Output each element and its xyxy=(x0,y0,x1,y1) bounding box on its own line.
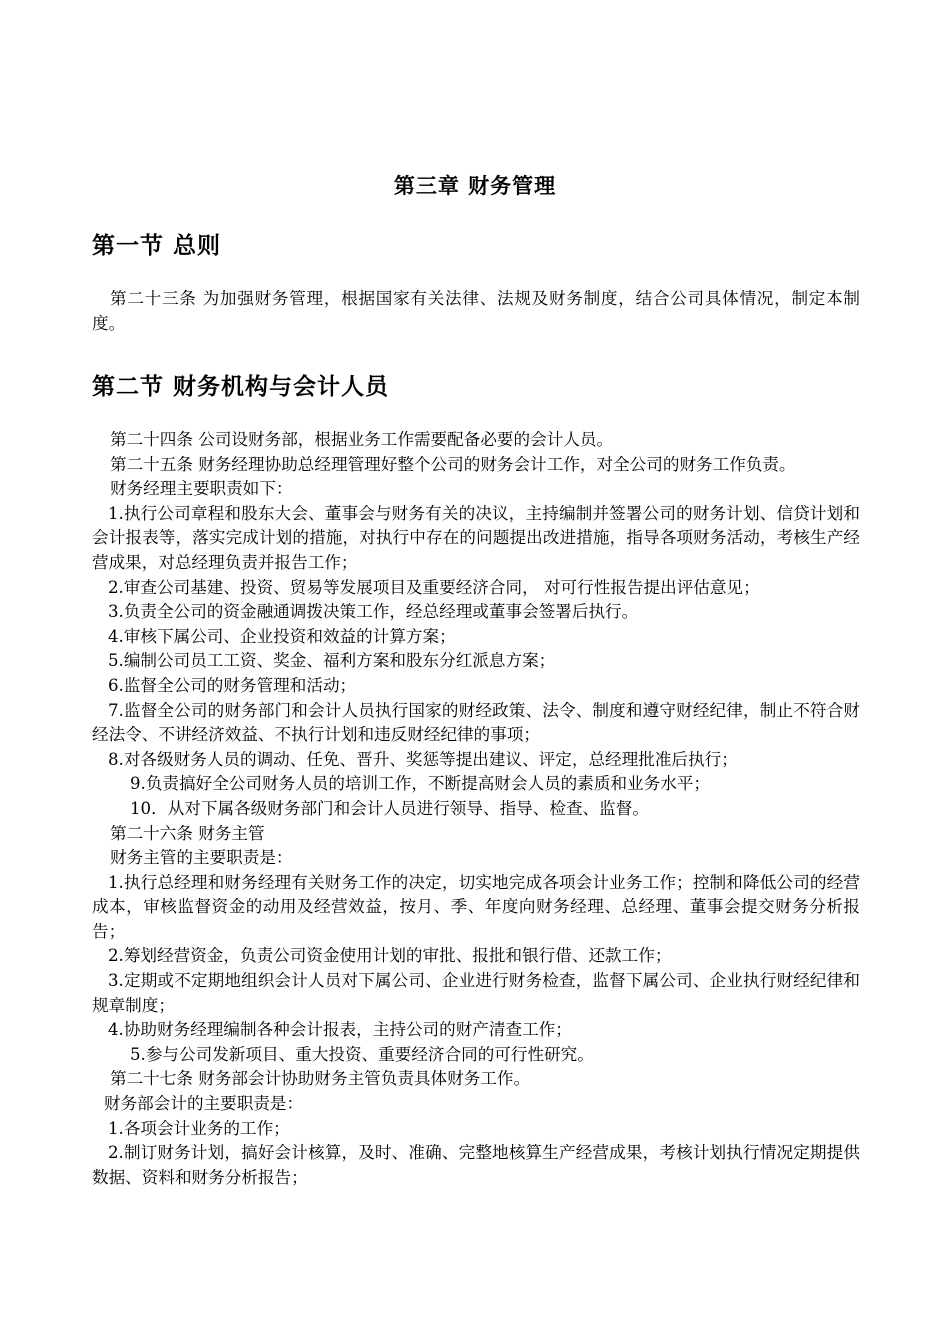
list-item: 2.审查公司基建、投资、贸易等发展项目及重要经济合同， 对可行性报告提出评估意见； xyxy=(108,577,760,597)
article-27: 第二十七条 财务部会计协助财务主管负责具体财务工作。 xyxy=(110,1069,531,1089)
section-1-title: 第一节 总则 xyxy=(92,233,222,259)
list-item: 3.定期或不定期地组织会计人员对下属公司、企业进行财务检查，监督下属公司、企业执行财经纪律和规章制度； xyxy=(92,971,860,1015)
list-item: 8.对各级财务人员的调动、任免、晋升、奖惩等提出建议、评定，总经理批准后执行； xyxy=(108,749,738,769)
article-25: 第二十五条 财务经理协助总经理管理好整个公司的财务会计工作，对全公司的财务工作负责。 xyxy=(110,454,796,474)
list-item: 4.审核下属公司、企业投资和效益的计算方案； xyxy=(108,626,456,646)
list-item: 6.监督全公司的财务管理和活动； xyxy=(108,675,357,695)
article-26: 第二十六条 财务主管 xyxy=(110,823,265,843)
list-item: 1.各项会计业务的工作； xyxy=(108,1118,290,1138)
list-item: 9.负责搞好全公司财务人员的培训工作，不断提高财会人员的素质和业务水平； xyxy=(130,774,711,794)
list-item: 1.执行总经理和财务经理有关财务工作的决定，切实地完成各项会计业务工作；控制和降低公司的经营成本，审核监督资金的动用及经营效益，按月、季、年度向财务经理、总经理、董事会提交财务分析报告； xyxy=(92,872,860,941)
section-2-body xyxy=(92,428,860,1190)
accountant-duties-heading: 财务部会计的主要职责是： xyxy=(104,1094,304,1114)
list-item: 3.负责全公司的资金融通调拨决策工作，经总经理或董事会签署后执行。 xyxy=(108,602,639,622)
list-item: 2.筹划经营资金，负责公司资金使用计划的审批、报批和银行借、还款工作； xyxy=(108,946,672,966)
list-item: 10．从对下属各级财务部门和会计人员进行领导、指导、检查、监督。 xyxy=(130,798,649,818)
section-2-title: 第二节 财务机构与会计人员 xyxy=(92,374,390,400)
list-item: 7.监督全公司的财务部门和会计人员执行国家的财经政策、法令、制度和遵守财经纪律，制止不符合财经法令、不讲经济效益、不执行计划和违反财经纪律的事项； xyxy=(92,700,860,745)
finance-manager-duties-heading: 财务经理主要职责如下： xyxy=(110,479,293,499)
chapter-title: 第三章 财务管理 xyxy=(393,174,557,198)
list-item: 1.执行公司章程和股东大会、董事会与财务有关的决议，主持编制并签署公司的财务计划、信贷计划和会计报表等，落实完成计划的措施，对执行中存在的问题提出改进措施，指导各项财务活动，考核生产经营成果，对总经理负责并报告工作； xyxy=(92,503,860,572)
list-item: 5.参与公司发新项目、重大投资、重要经济合同的可行性研究。 xyxy=(130,1044,594,1064)
section-1-body xyxy=(92,287,860,336)
supervisor-duties-heading: 财务主管的主要职责是： xyxy=(110,848,293,868)
list-item: 5.编制公司员工工资、奖金、福利方案和股东分红派息方案； xyxy=(108,651,556,671)
article-24: 第二十四条 公司设财务部，根据业务工作需要配备必要的会计人员。 xyxy=(110,430,614,449)
list-item: 2.制订财务计划，搞好会计核算，及时、准确、完整地核算生产经营成果，考核计划执行情况定期提供数据、资料和财务分析报告； xyxy=(92,1143,860,1187)
list-item: 4.协助财务经理编制各种会计报表，主持公司的财产清查工作； xyxy=(108,1020,572,1040)
article-23: 第二十三条 为加强财务管理，根据国家有关法律、法规及财务制度，结合公司具体情况，制定本制度。 xyxy=(92,289,860,333)
